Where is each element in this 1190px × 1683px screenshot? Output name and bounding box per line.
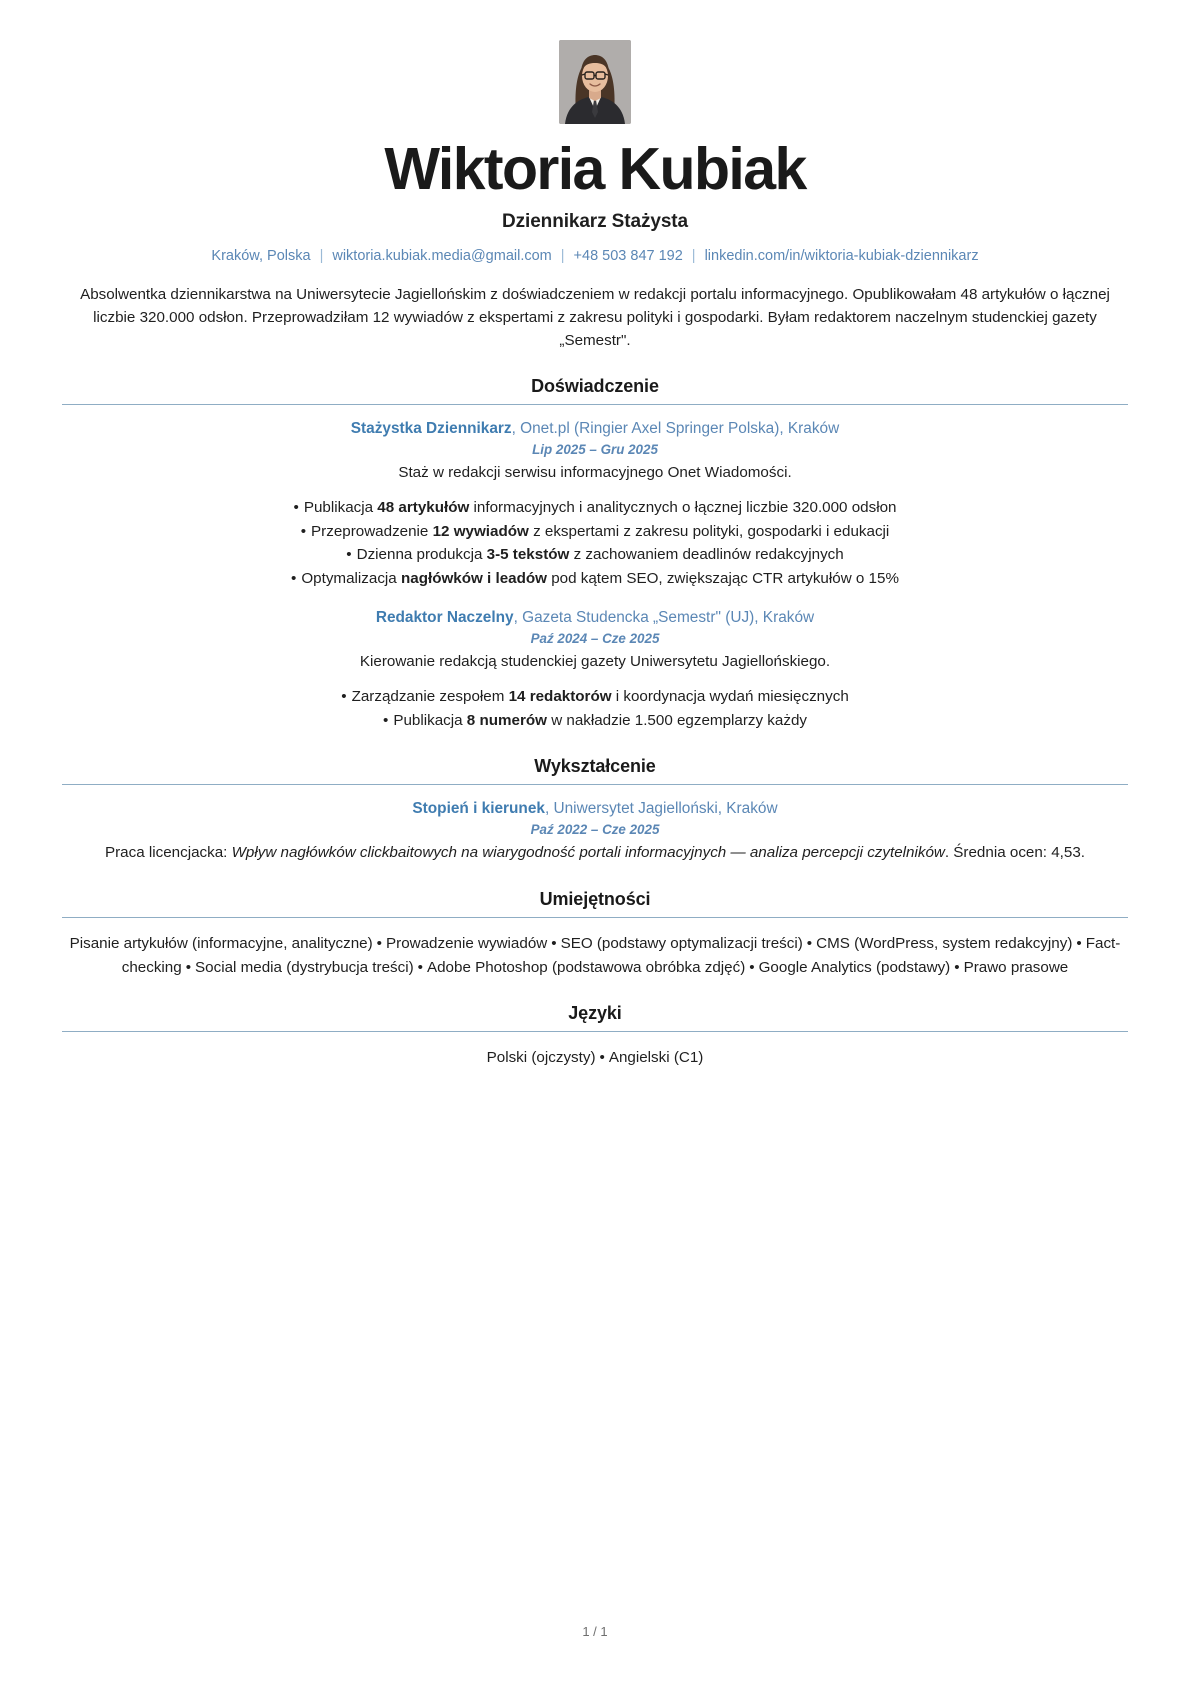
list-separator: • (551, 934, 557, 952)
list-item (62, 685, 1128, 709)
section-divider (62, 1031, 1128, 1032)
list-item (62, 709, 1128, 733)
bullet-prefix: Publikacja (303, 499, 378, 517)
bullet-suffix: z ekspertami z zakresu polityki, gospodarki i edukacji (528, 522, 890, 540)
bullet-prefix: Optymalizacja (301, 569, 401, 587)
list-separator: • (185, 958, 192, 976)
experience-description: Staż w redakcji serwisu informacyjnego Onet Wiadomości. (398, 464, 792, 482)
section-divider (62, 404, 1128, 405)
experience-dates: Paź 2024 – Cze 2025 (530, 631, 660, 647)
list-item (62, 567, 1128, 591)
section-title-languages: Języki (568, 1003, 622, 1024)
contact-line (62, 247, 1128, 266)
experience-organization: , Gazeta Studencka „Semestr" (UJ), Kraków (513, 609, 815, 627)
bullet-dot-icon: • (383, 711, 389, 729)
contact-location: Kraków, Polska (211, 248, 311, 265)
contact-email[interactable]: wiktoria.kubiak.media@gmail.com (332, 248, 552, 265)
list-item (62, 520, 1128, 544)
list-separator: • (1076, 934, 1082, 952)
section-languages (62, 1003, 1128, 1070)
thesis-suffix: . Średnia ocen: 4,53. (944, 844, 1086, 862)
bullet-dot-icon: • (293, 499, 299, 517)
contact-separator: | (319, 248, 324, 265)
contact-phone[interactable]: +48 503 847 192 (573, 248, 683, 265)
experience-heading (62, 608, 1128, 629)
bullet-suffix: i koordynacja wydań miesięcznych (611, 688, 849, 706)
skills-list (62, 932, 1128, 979)
bullet-dot-icon: • (346, 546, 352, 564)
page-indicator: 1 / 1 (582, 1624, 608, 1639)
skill-item: Pisanie artykułów (informacyjne, analityczne) (69, 934, 373, 952)
list-separator: • (376, 934, 382, 952)
bullet-suffix: w nakładzie 1.500 egzemplarzy każdy (546, 711, 807, 729)
section-title-education: Wykształcenie (534, 756, 656, 777)
bullet-prefix: Publikacja (393, 711, 467, 729)
section-skills (62, 889, 1128, 979)
section-experience (62, 376, 1128, 732)
bullet-suffix: z zachowaniem deadlinów redakcyjnych (569, 546, 844, 564)
list-item (62, 543, 1128, 567)
job-title: Dziennikarz Stażysta (502, 211, 688, 233)
skill-item: Prowadzenie wywiadów (386, 934, 548, 952)
experience-heading (62, 419, 1128, 440)
bullet-highlight: 12 wywiadów (432, 522, 529, 540)
bullet-dot-icon: • (341, 688, 347, 706)
bullet-highlight: 8 numerów (466, 711, 547, 729)
experience-description: Kierowanie redakcją studenckiej gazety Uniwersytetu Jagiellońskiego. (359, 653, 831, 671)
bullet-highlight: 48 artykułów (377, 499, 470, 517)
bullet-highlight: 14 redaktorów (508, 688, 612, 706)
section-title-skills: Umiejętności (539, 888, 651, 909)
education-institution: , Uniwersytet Jagielloński, Kraków (544, 800, 778, 818)
language-item: Polski (ojczysty) (486, 1049, 596, 1067)
list-separator: • (806, 934, 813, 952)
experience-entry (62, 419, 1128, 590)
contact-linkedin[interactable]: linkedin.com/in/wiktoria-kubiak-dziennikarz (704, 248, 979, 265)
education-entry (62, 799, 1128, 865)
thesis-title: Wpływ nagłówków clickbaitowych na wiarygodność portali informacyjnych — analiza percepcji czytelników (231, 844, 945, 862)
bullet-suffix: pod kątem SEO, zwiększając CTR artykułów o 15% (546, 569, 899, 587)
bullet-dot-icon: • (300, 522, 307, 540)
education-dates: Paź 2022 – Cze 2025 (530, 822, 660, 838)
languages-list (62, 1046, 1128, 1070)
bullet-highlight: nagłówków i leadów (400, 569, 547, 587)
experience-role: Stażystka Dziennikarz (350, 420, 512, 438)
contact-separator: | (560, 248, 565, 265)
thesis-prefix: Praca licencjacka: (104, 844, 232, 862)
skill-item: Social media (dystrybucja treści) (195, 958, 414, 976)
section-divider (62, 917, 1128, 918)
education-thesis (62, 842, 1128, 865)
list-item (62, 496, 1128, 520)
language-item: Angielski (C1) (608, 1049, 704, 1067)
skill-item: Fact-checking (121, 934, 1121, 976)
professional-summary: Absolwentka dziennikarstwa na Uniwersytecie Jagiellońskim z doświadczeniem w redakcji portalu informacyjnego. Opublikowałam 48 artykułów o łącznej liczbie 320.000 odsłon. Przeprowadziłam 12 wywiadów z ekspertami z zakresu polityki i gospodarki. Byłam redaktorem naczelnym studenckiej gazety „Semestr". (80, 285, 1110, 349)
section-title-experience: Doświadczenie (531, 376, 659, 397)
education-degree: Stopień i kierunek (412, 800, 545, 818)
avatar (559, 40, 631, 124)
experience-role: Redaktor Naczelny (375, 609, 514, 627)
experience-bullet-list (62, 685, 1128, 732)
list-separator: • (749, 958, 755, 976)
skill-item: CMS (WordPress, system redakcyjny) (816, 934, 1073, 952)
contact-separator: | (691, 248, 696, 265)
skill-item: SEO (podstawy optymalizacji treści) (560, 934, 803, 952)
list-separator: • (599, 1049, 605, 1067)
list-separator: • (417, 958, 423, 976)
list-separator: • (954, 958, 960, 976)
skill-item: Adobe Photoshop (podstawowa obróbka zdjęć) (426, 958, 746, 976)
bullet-suffix: informacyjnych i analitycznych o łącznej liczbie 320.000 odsłon (469, 499, 897, 517)
experience-organization: , Onet.pl (Ringier Axel Springer Polska), Kraków (511, 420, 840, 438)
experience-bullet-list (62, 496, 1128, 590)
section-divider (62, 784, 1128, 785)
skill-item: Prawo prasowe (963, 958, 1069, 976)
section-education (62, 756, 1128, 865)
bullet-highlight: 3-5 tekstów (486, 546, 570, 564)
experience-dates: Lip 2025 – Gru 2025 (532, 442, 658, 458)
resume-header (62, 40, 1128, 352)
experience-entry (62, 608, 1128, 732)
bullet-prefix: Zarządzanie zespołem (351, 688, 509, 706)
skill-item: Google Analytics (podstawy) (758, 958, 951, 976)
bullet-dot-icon: • (291, 569, 297, 587)
bullet-prefix: Dzienna produkcja (356, 546, 487, 564)
page-title: Wiktoria Kubiak (384, 136, 806, 202)
education-heading (62, 799, 1128, 820)
bullet-prefix: Przeprowadzenie (311, 522, 433, 540)
